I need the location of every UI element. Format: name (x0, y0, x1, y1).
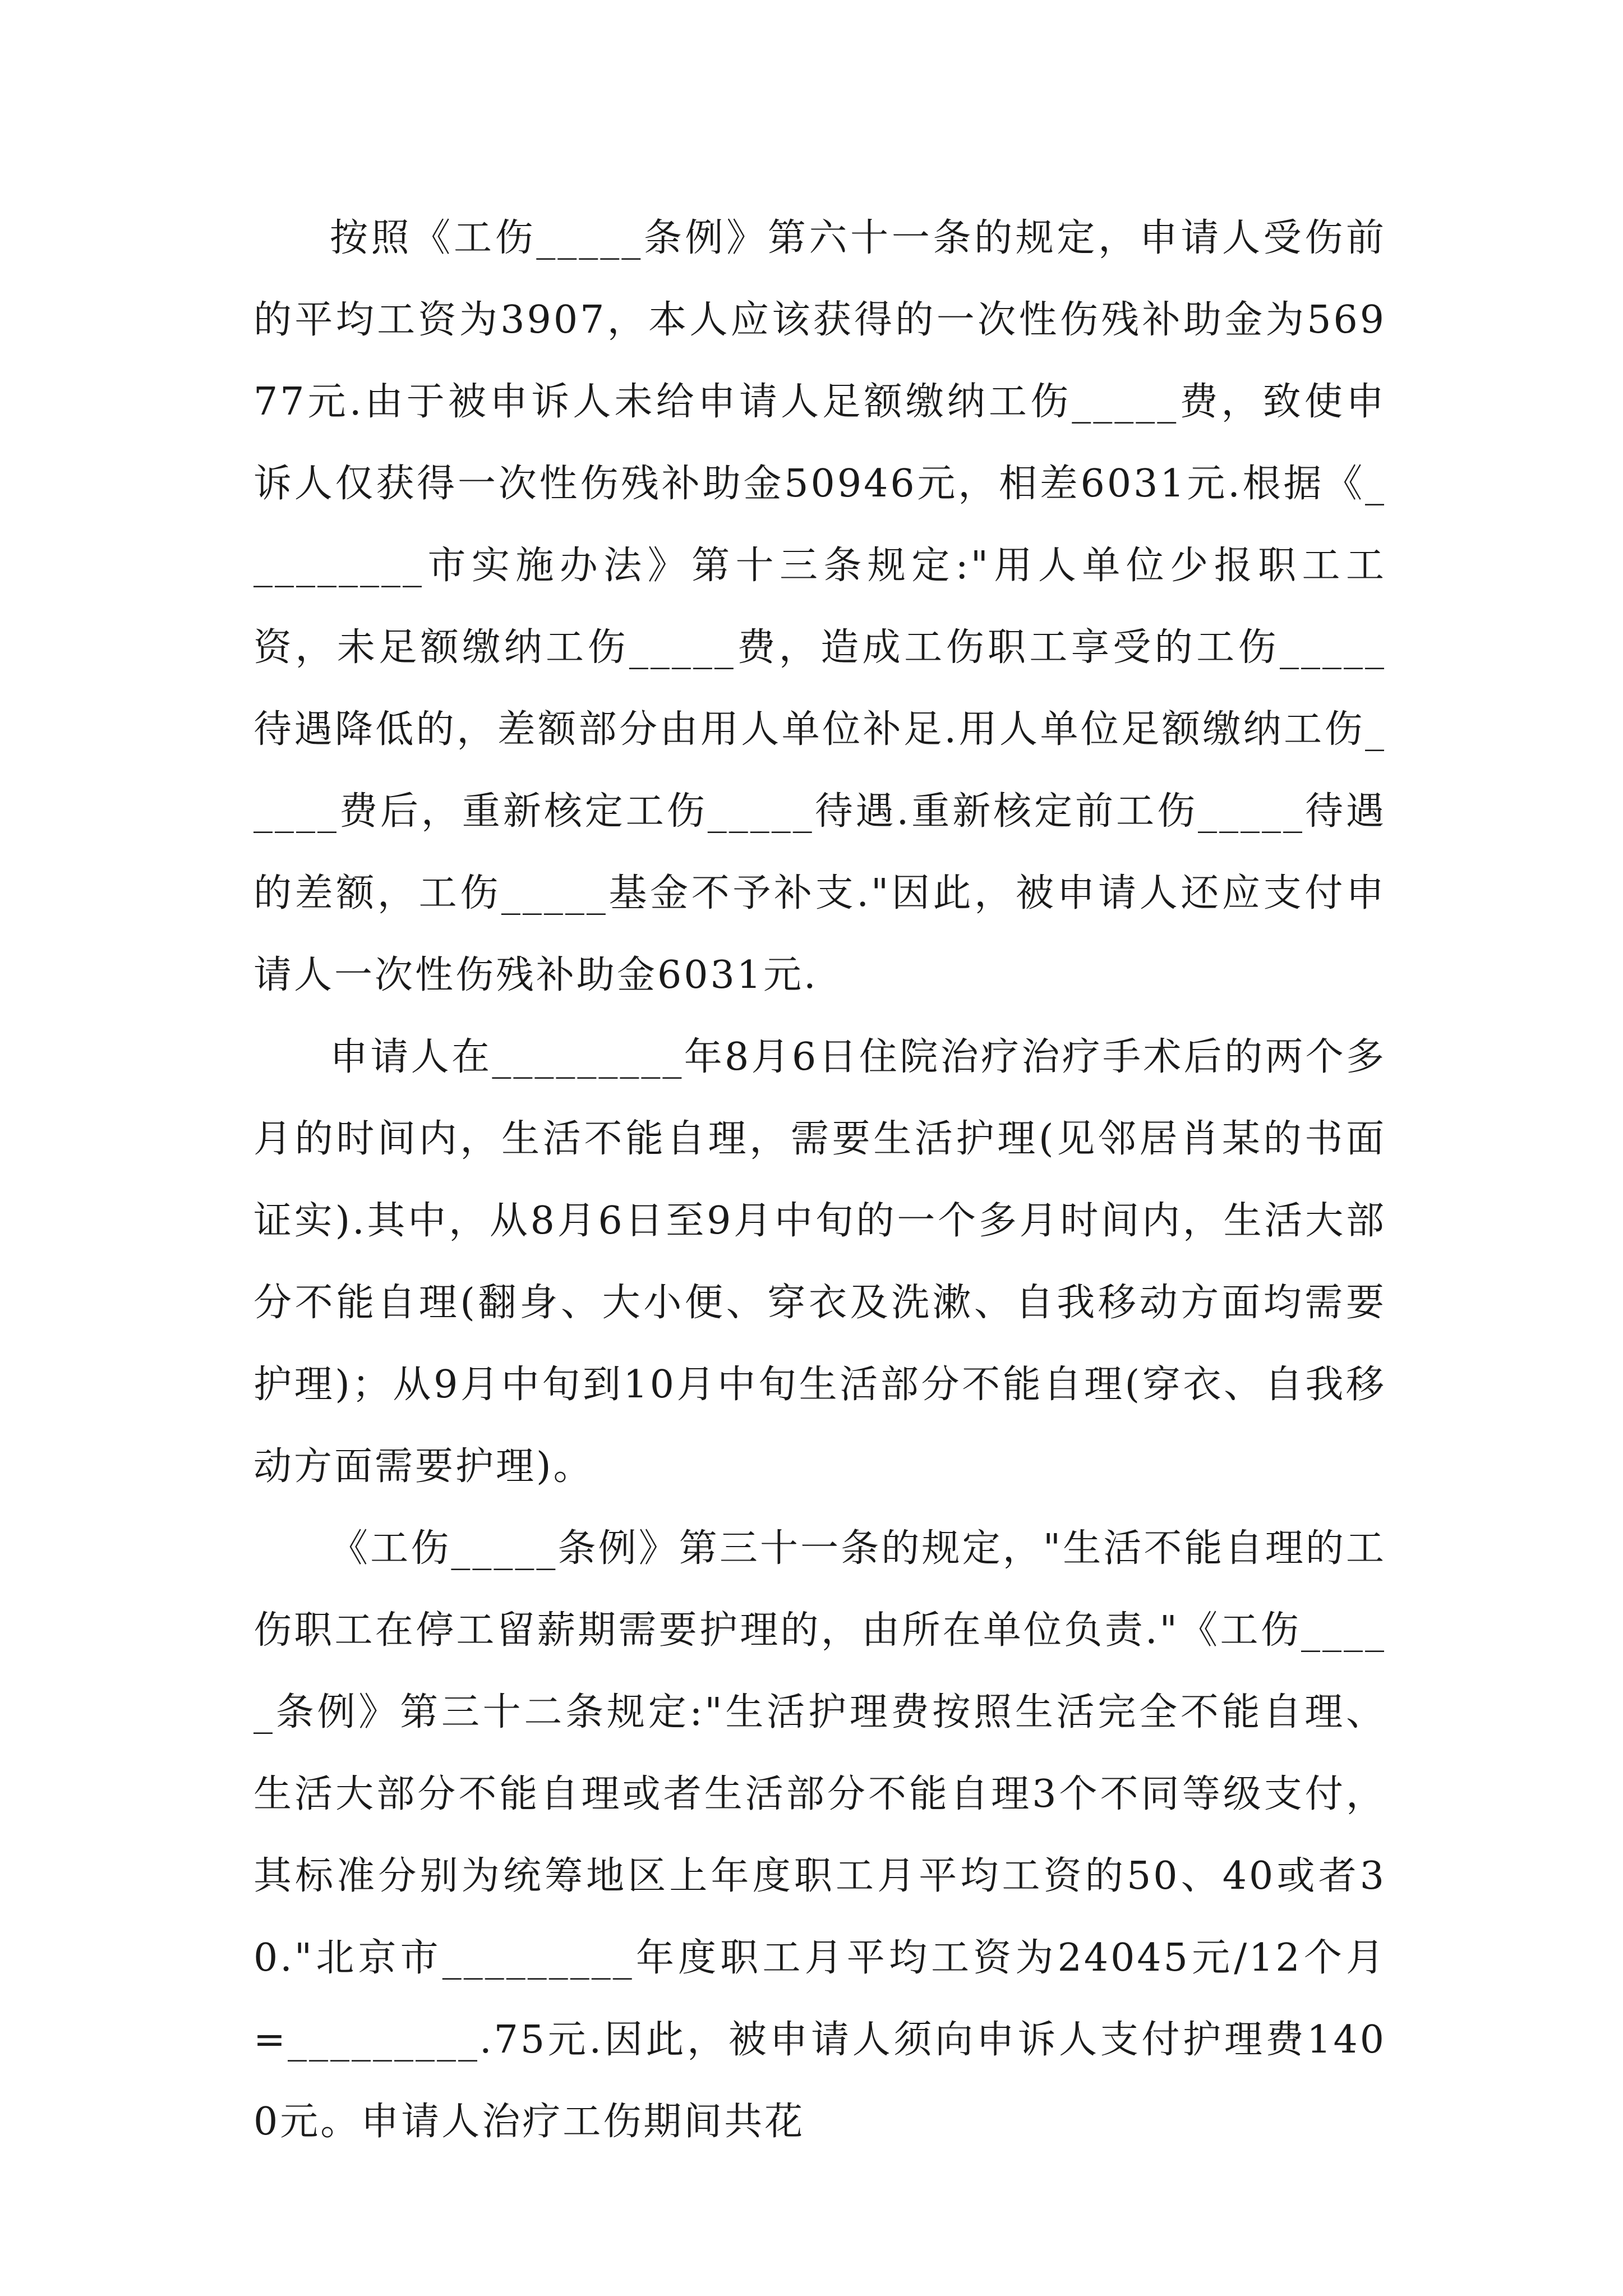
paragraph-1: 按照《工伤_____条例》第六十一条的规定，申请人受伤前的平均工资为3907，本人应该获得的一次性伤残补助金为56977元.由于被申诉人未给申请人足额缴纳工伤_____费，致使申诉人仅获得一次性伤残补助金50946元，相差6031元.根据《_________市实施办法》第十三条规定:"用人单位少报职工工资，未足额缴纳工伤_____费，造成工伤职工享受的工伤_____待遇降低的，差额部分由用人单位补足.用人单位足额缴纳工伤_____费后，重新核定工伤_____待遇.重新核定前工伤_____待遇的差额，工伤_____基金不予补支."因此，被申请人还应支付申请人一次性伤残补助金6031元. (253, 216, 1386, 997)
paragraph-2: 申请人在_________年8月6日住院治疗治疗手术后的两个多月的时间内，生活不能自理，需要生活护理(见邻居肖某的书面证实).其中，从8月6日至9月中旬的一个多月时间内，生活大部分不能自理(翻身、大小便、穿衣及洗漱、自我移动方面均需要护理)；从9月中旬到10月中旬生活部分不能自理(穿衣、自我移动方面需要护理)。 (253, 1035, 1386, 1489)
document-body (253, 197, 1386, 2163)
paragraph-3: 《工伤_____条例》第三十一条的规定，"生活不能自理的工伤职工在停工留薪期需要护理的，由所在单位负责."《工伤_____条例》第三十二条规定:"生活护理费按照生活完全不能自理、生活大部分不能自理或者生活部分不能自理3个不同等级支付，其标准分别为统筹地区上年度职工月平均工资的50、40或者30."北京市_________年度职工月平均工资为24045元/12个月=_________.75元.因此，被申请人须向申诉人支付护理费1400元。申请人治疗工伤期间共花 (253, 1526, 1386, 2144)
